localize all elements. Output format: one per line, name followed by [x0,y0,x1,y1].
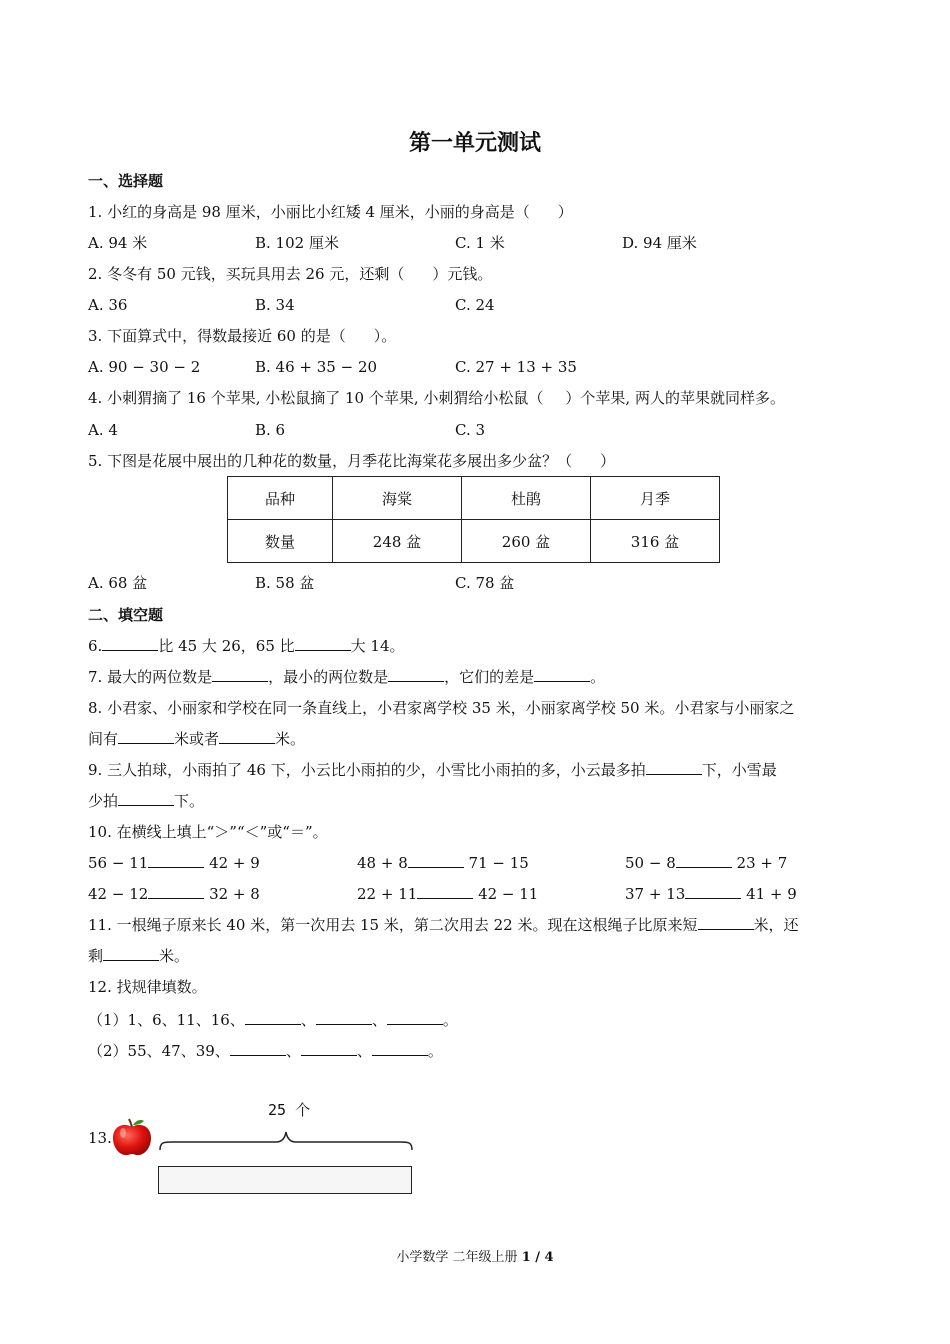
question-8-line1: 8. 小君家、小丽家和学校在同一条直线上，小君家离学校 35 米，小丽家离学校 50 米。小君家与小丽家之 [88,699,795,717]
section-heading-fill: 二、填空题 [88,606,164,624]
answer-blank[interactable] [219,729,275,744]
comparison-item [357,884,538,904]
expr-left: 37 + 13 [625,885,686,903]
question-9-line1 [88,760,777,780]
q2-option-b: B. 34 [255,296,295,314]
answer-blank[interactable] [230,1041,286,1056]
q2-option-a: A. 36 [88,296,128,314]
q8-text: 米。 [275,730,306,748]
q11-text: 剩 [88,947,104,965]
table-cell: 海棠 [333,477,462,520]
table-cell: 260 盆 [462,520,591,563]
comparison-item [88,884,260,904]
q6-text: 6. [88,637,103,655]
question-5 [88,451,615,471]
q7-text: ，最小的两位数是 [268,668,389,686]
q9-text: 少拍 [88,792,119,810]
answer-blank[interactable] [387,1010,443,1025]
expr-right: 71 − 15 [468,854,529,872]
q5-option-a: A. 68 盆 [88,574,148,592]
q6-text: 大 14。 [350,637,405,655]
q2-stem: 2. 冬冬有 50 元钱，买玩具用去 26 元，还剩（ [88,265,405,283]
q7-text: 。 [590,668,606,686]
apple-icon [110,1118,154,1158]
q1-option-d: D. 94 厘米 [622,234,697,252]
table-cell: 316 盆 [591,520,720,563]
table-cell: 月季 [591,477,720,520]
q1-option-a: A. 94 米 [88,234,148,252]
answer-blank[interactable] [676,853,732,868]
question-10: 10. 在横线上填上“＞”“＜”或“＝”。 [88,823,328,841]
q2-option-c: C. 24 [455,296,495,314]
expr-left: 22 + 11 [357,885,418,903]
expr-right: 42 + 9 [209,854,260,872]
page-footer [0,1246,950,1265]
page-number: 1 / 4 [521,1250,554,1265]
table-cell: 数量 [228,520,333,563]
q1-option-c: C. 1 米 [455,234,505,252]
question-4 [88,388,785,408]
q1-end: ） [557,203,573,221]
expr-right: 41 + 9 [746,885,797,903]
comparison-item [88,853,260,873]
comparison-item [625,884,797,904]
q3-end: ）。 [373,327,397,345]
q11-text: 11. 一根绳子原来长 40 米，第一次用去 15 米，第二次用去 22 米。现在这根绳子比原来短 [88,916,698,934]
sequence-1 [88,1010,458,1030]
brace-label: 25 个 [268,1101,311,1119]
question-8-line2 [88,729,305,749]
seq-text: （2）55、47、39、 [88,1042,230,1060]
sequence-2 [88,1041,443,1061]
table-row [228,477,720,520]
answer-blank[interactable] [148,853,204,868]
flower-count-table [227,476,720,563]
seq-end: 。 [442,1011,458,1029]
expr-right: 23 + 7 [736,854,788,872]
q11-text: 米，还 [753,916,799,934]
question-13-label: 13. [88,1129,112,1147]
q5-option-b: B. 58 盆 [255,574,315,592]
answer-blank[interactable] [148,884,204,899]
answer-blank[interactable] [534,667,590,682]
question-11-line2 [88,946,189,966]
q2-end: ）元钱。 [432,265,493,283]
question-7 [88,667,605,687]
q8-text: 间有 [88,730,119,748]
q4-option-a: A. 4 [88,421,118,439]
q1-option-b: B. 102 厘米 [255,234,339,252]
answer-blank[interactable] [212,667,268,682]
q3-option-a: A. 90 − 30 − 2 [88,358,201,376]
footer-text: 小学数学 二年级上册 [396,1250,518,1265]
q11-text: 米。 [159,947,190,965]
q4-option-b: B. 6 [255,421,286,439]
expr-right: 32 + 8 [209,885,260,903]
seq-sep: 、 [300,1011,316,1029]
question-2 [88,264,492,284]
q8-text: 米或者 [174,730,220,748]
q1-stem: 1. 小红的身高是 98 厘米，小丽比小红矮 4 厘米，小丽的身高是（ [88,203,530,221]
q5-end: ） [600,452,616,470]
question-1 [88,202,573,222]
question-9-line2 [88,791,204,811]
answer-blank[interactable] [408,853,464,868]
answer-blank[interactable] [245,1010,301,1025]
expr-right: 42 − 11 [478,885,539,903]
seq-sep: 、 [371,1011,387,1029]
seq-end: 。 [427,1042,443,1060]
table-cell: 248 盆 [333,520,462,563]
answer-blank[interactable] [301,1041,357,1056]
answer-blank[interactable] [295,636,351,651]
question-11-line1 [88,915,799,935]
section-heading-choice: 一、选择题 [88,172,164,190]
q3-option-c: C. 27 + 13 + 35 [455,358,577,376]
q5-option-c: C. 78 盆 [455,574,515,592]
q7-text: 7. 最大的两位数是 [88,668,213,686]
answer-blank[interactable] [646,760,702,775]
answer-blank[interactable] [698,915,754,930]
answer-blank[interactable] [417,884,473,899]
expr-left: 42 − 12 [88,885,149,903]
expr-left: 56 − 11 [88,854,149,872]
q9-text: 下，小雪最 [701,761,777,779]
answer-blank[interactable] [685,884,741,899]
q7-text: ，它们的差是 [444,668,535,686]
expr-left: 50 − 8 [625,854,676,872]
seq-sep: 、 [356,1042,372,1060]
q9-text: 9. 三人拍球，小雨拍了 46 下，小云比小雨拍的少，小雪比小雨拍的多，小云最多拍 [88,761,646,779]
seq-sep: 、 [285,1042,301,1060]
q4-end: ）个苹果, 两人的苹果就同样多。 [565,389,785,407]
q3-option-b: B. 46 + 35 − 20 [255,358,378,376]
comparison-item [625,853,787,873]
table-row [228,520,720,563]
expr-left: 48 + 8 [357,854,408,872]
quantity-bar [158,1166,412,1194]
table-cell: 品种 [228,477,333,520]
answer-blank[interactable] [118,791,174,806]
q3-stem: 3. 下面算式中，得数最接近 60 的是（ [88,327,346,345]
question-12: 12. 找规律填数。 [88,978,207,996]
answer-blank[interactable] [388,667,444,682]
answer-blank[interactable] [316,1010,372,1025]
answer-blank[interactable] [372,1041,428,1056]
seq-text: （1）1、6、11、16、 [88,1011,245,1029]
answer-blank[interactable] [103,946,159,961]
answer-blank[interactable] [118,729,174,744]
table-cell: 杜鹃 [462,477,591,520]
q6-text: 比 45 大 26，65 比 [158,637,295,655]
comparison-item [357,853,529,873]
q4-option-c: C. 3 [455,421,486,439]
curly-brace [158,1128,414,1158]
question-6 [88,636,405,656]
page-title: 第一单元测试 [408,130,541,156]
question-3 [88,326,396,346]
q4-stem: 4. 小刺猬摘了 16 个苹果, 小松鼠摘了 10 个苹果, 小刺猬给小松鼠（ [88,389,544,407]
q5-stem: 5. 下图是花展中展出的几种花的数量，月季花比海棠花多展出多少盆？（ [88,452,573,470]
q9-text: 下。 [174,792,205,810]
answer-blank[interactable] [102,636,158,651]
